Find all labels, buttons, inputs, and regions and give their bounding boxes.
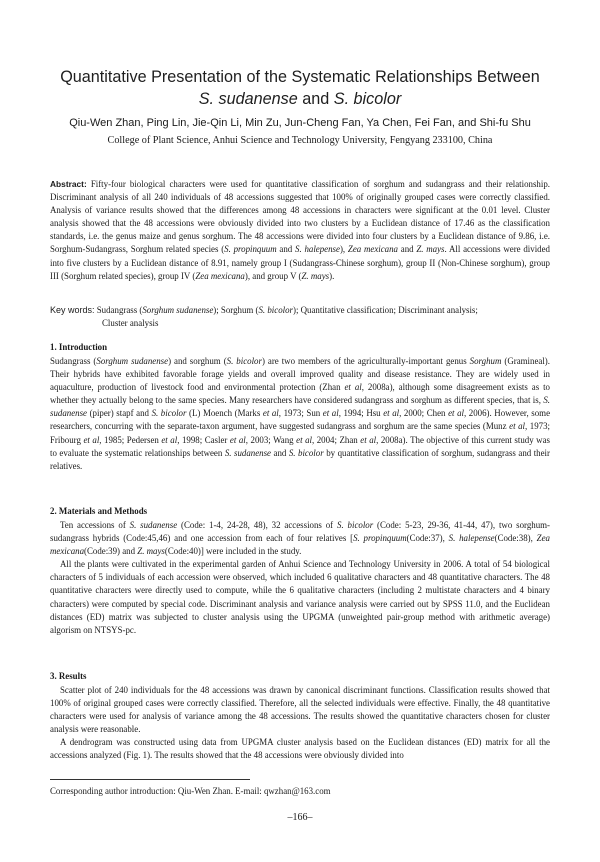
abstract-species: Zea mexicana (195, 270, 245, 281)
footnote-divider (50, 779, 250, 780)
abstract-species: Z. mays (301, 270, 330, 281)
introduction-section (50, 341, 550, 473)
abstract-text: ), and group V ( (244, 270, 302, 281)
title-and: and (297, 90, 334, 108)
keywords-label: Key words: (50, 305, 95, 315)
page-number: –166– (287, 812, 313, 823)
keyword-text: ); Quantitative classification; Discriminant analysis; (293, 305, 478, 315)
results-section (50, 670, 550, 763)
keyword-text: ); Sorghum ( (213, 305, 259, 315)
section-heading: 3. Results (50, 671, 87, 681)
abstract-text: and (397, 244, 417, 255)
methods-paragraph: Ten accessions of S. sudanense (Code: 1-4, 24-28, 48), 32 accessions of S. bicolor (Code: 5-23, 29-36, 41-44, 47), two sorghum-sudangrass hybrids (Code:45,46) and one accession from each of four relatives [S. propinquum(Code:37), S. halepense(Code:38), Zea mexicana(Code:39) and Z. mays(Code:40)] were included in the study. (50, 520, 550, 557)
abstract-species: Z. mays (416, 244, 445, 255)
abstract-species: S. propinquum (224, 244, 277, 255)
affiliation: College of Plant Science, Anhui Science and Technology University, Fengyang 233100, China (107, 135, 493, 146)
paper-title (20, 66, 580, 110)
abstract-text: and (276, 244, 296, 255)
title-species-2: S. bicolor (333, 90, 402, 108)
abstract-text: Fifty-four biological characters were used for quantitative classification of sorghum and sudangrass and their relationship. Discriminant analysis of all 240 individuals of 48 accessions suggested that 100% of originally grouped cases were correctly classified. Analysis of variance results showed that the differences among 48 accessions in characters were significant at the 0.01 level. Cluster analysis showed that the 48 accessions were obviously divided into two clusters by a Euclidean distance of 17.46 as the classification standards, i.e. the genus maize and genus sorghum. The 48 accessions were divided into four clusters by a Euclidean distance of 9.86, i.e. Sorghum-Sudangrass, Sorghum related species ( (50, 179, 550, 255)
methods-section (50, 505, 550, 637)
results-paragraph: A dendrogram was constructed using data from UPGMA cluster analysis based on the Euclidean distances (ED) matrix for all the accessions analyzed (Fig. 1). The results showed that the 48 accessions were obviously divided into (50, 737, 550, 761)
abstract-species: Zea mexicana (347, 244, 398, 255)
abstract-label: Abstract: (50, 179, 87, 189)
keyword-species: S. bicolor (258, 305, 293, 315)
methods-paragraph: All the plants were cultivated in the experimental garden of Anhui Science and Technology University in 2006. A total of 54 biological characters of 5 individuals of each accession were observed, which included 6 qualitative characters and 48 quantitative characters. The 48 quantitative characters were directly used to compute, while the 6 qualitative characters (including 2 multistate characters and 4 binary characters) were computed by special code. Discriminant analysis and variance analysis were carried out by SPSS 11.0, and the Euclidean distances (ED) matrix was subjected to cluster analysis using the UPGMA (unweighted pair-group method with arithmetic average) algorism on NTSYS-pc. (50, 559, 550, 635)
title-line-1: Quantitative Presentation of the Systematic Relationships Between (60, 68, 540, 86)
abstract (50, 178, 550, 283)
introduction-paragraph: Sudangrass (Sorghum sudanense) and sorghum (S. bicolor) are two members of the agriculturally-important genus Sorghum (Gramineal). Their hybrids have exhibited favorable forage yields and overall improved quality and disease resistance. They are widely used in aquaculture, production of livestock food and environmental protection (Zhan et al, 2008a), although some disagreement exists as to whether they actually belong to the same species. Many researchers have considered sudangrass and sorghum as different species, that is, S. sudanense (piper) stapf and S. bicolor (L) Moench (Marks et al, 1973; Sun et al, 1994; Hsu et al, 2000; Chen et al, 2006). However, some researchers, concurring with the separate-taxon argument, have suggested sudangrass and sorghum are the same species (Munz et al, 1973; Fribourg et al, 1985; Pedersen et al, 1998; Casler et al, 2003; Wang et al, 2004; Zhan et al, 2008a). The objective of this current study was to evaluate the systematic relationships between S. sudanense and S. bicolor by quantitative classification of sorghum, sudangrass and their relatives. (50, 356, 551, 471)
title-species-1: S. sudanense (198, 90, 298, 108)
keyword-species: Sorghum sudanense (142, 305, 214, 315)
section-heading: 2. Materials and Methods (50, 506, 148, 516)
keyword-text: Cluster analysis (102, 318, 159, 329)
abstract-species: S. halepense (295, 244, 340, 255)
section-heading: 1. Introduction (50, 342, 108, 352)
keyword-text: Sudangrass ( (94, 305, 143, 315)
results-paragraph: Scatter plot of 240 individuals for the 48 accessions was drawn by canonical discriminant functions. Classification results showed that 100% of original grouped cases were correctly classified. Therefore, all the selected individuals were effective. Finally, the 48 quantitative characters were used for analysis of variance among the 48 accessions. The results showed the quantitative characters chosen for cluster analysis were reasonable. (50, 685, 550, 735)
abstract-text: . All accessions were divided into five clusters by a Euclidean distance of 8.91, namely group I (Sudangrass-Chinese sorghum), group II (Non-Chinese sorghum), group III (Sorghum related species), group IV ( (50, 244, 550, 281)
abstract-text: ). (329, 270, 335, 281)
keywords (50, 304, 550, 330)
footnote: Corresponding author introduction: Qiu-Wen Zhan. E-mail: qwzhan@163.com (50, 786, 331, 796)
author-list: Qiu-Wen Zhan, Ping Lin, Jie-Qin Li, Min Zu, Jun-Cheng Fan, Ya Chen, Fei Fan, and Shi-fu Shu (69, 117, 531, 129)
abstract-text: ), (339, 244, 348, 255)
